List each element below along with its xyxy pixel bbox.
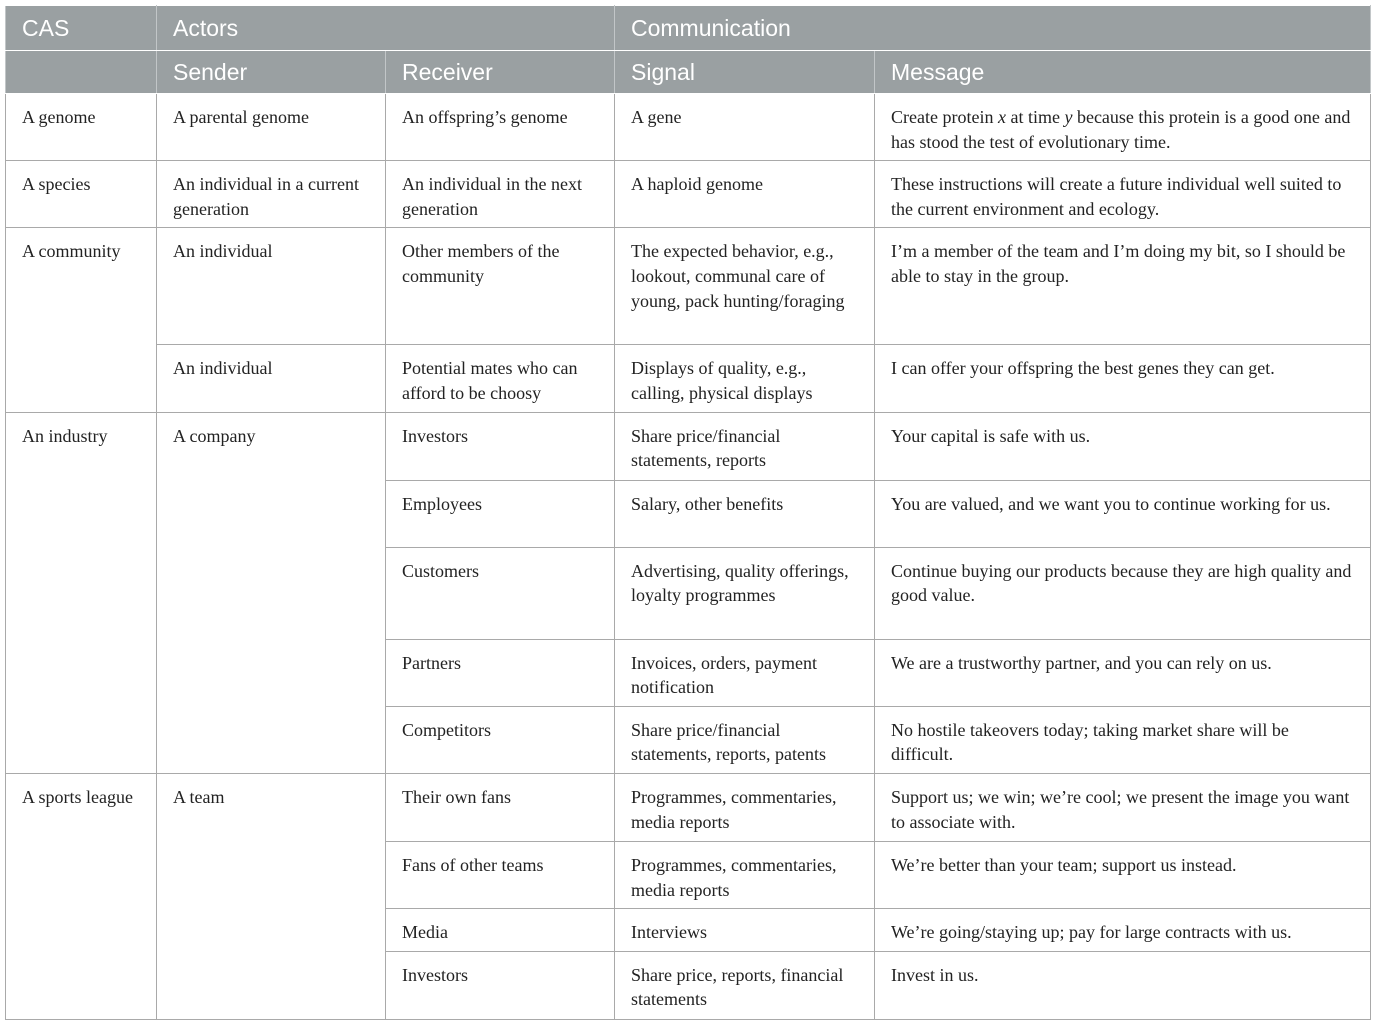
cell-sender: An individual xyxy=(157,228,386,345)
cell-signal: Advertising, quality offerings, loyalty programmes xyxy=(615,547,875,639)
cell-message: We’re better than your team; support us instead. xyxy=(875,841,1371,908)
table-row xyxy=(6,94,1371,161)
cell-message: These instructions will create a future individual well suited to the current environment and ecology. xyxy=(875,161,1371,228)
cell-cas: A community xyxy=(6,228,157,412)
header-receiver: Receiver xyxy=(386,51,615,94)
cell-message: We’re going/staying up; pay for large contracts with us. xyxy=(875,909,1371,952)
cell-message: Support us; we win; we’re cool; we present the image you want to associate with. xyxy=(875,773,1371,841)
header-row-groups xyxy=(6,6,1371,51)
header-cas: CAS xyxy=(6,6,157,51)
cell-signal: Programmes, commentaries, media reports xyxy=(615,841,875,908)
cell-message: We are a trustworthy partner, and you can rely on us. xyxy=(875,639,1371,706)
message-text: at time xyxy=(1005,107,1065,127)
header-communication: Communication xyxy=(615,6,1371,51)
cell-cas: An industry xyxy=(6,412,157,773)
cas-communication-table xyxy=(5,5,1371,1020)
header-actors: Actors xyxy=(157,6,615,51)
cell-receiver: An individual in the next generation xyxy=(386,161,615,228)
header-message: Message xyxy=(875,51,1371,94)
cell-signal: A gene xyxy=(615,94,875,161)
cell-signal: A haploid genome xyxy=(615,161,875,228)
cell-signal: Displays of quality, e.g., calling, physical displays xyxy=(615,345,875,412)
cell-receiver: Potential mates who can afford to be choosy xyxy=(386,345,615,412)
table-row xyxy=(6,228,1371,345)
header-row-columns xyxy=(6,51,1371,94)
table-header xyxy=(6,6,1371,94)
cell-cas: A genome xyxy=(6,94,157,161)
cell-receiver: Customers xyxy=(386,547,615,639)
table-row xyxy=(6,412,1371,480)
cell-signal: Invoices, orders, payment notification xyxy=(615,639,875,706)
cell-receiver: Partners xyxy=(386,639,615,706)
cell-sender: A company xyxy=(157,412,386,773)
header-empty xyxy=(6,51,157,94)
message-variable-x: x xyxy=(997,107,1006,127)
table-body xyxy=(6,94,1371,1020)
cell-signal: Share price/financial statements, reports xyxy=(615,412,875,480)
table-row xyxy=(6,161,1371,228)
cell-sender: A parental genome xyxy=(157,94,386,161)
message-text: because this protein is a good one and has stood the test of evolutionary time. xyxy=(891,107,1351,152)
cell-receiver: Competitors xyxy=(386,706,615,773)
cell-message: Your capital is safe with us. xyxy=(875,412,1371,480)
cell-message: You are valued, and we want you to continue working for us. xyxy=(875,480,1371,547)
cell-message: I can offer your offspring the best genes they can get. xyxy=(875,345,1371,412)
cell-receiver: An offspring’s genome xyxy=(386,94,615,161)
cell-message: Invest in us. xyxy=(875,951,1371,1019)
cell-cas: A sports league xyxy=(6,773,157,1019)
cell-sender: An individual in a current generation xyxy=(157,161,386,228)
cell-receiver: Fans of other teams xyxy=(386,841,615,908)
cell-signal: Interviews xyxy=(615,909,875,952)
cell-cas: A species xyxy=(6,161,157,228)
message-variable-y: y xyxy=(1064,107,1073,127)
cell-message: Continue buying our products because they are high quality and good value. xyxy=(875,547,1371,639)
header-sender: Sender xyxy=(157,51,386,94)
table-row xyxy=(6,345,1371,412)
table-row xyxy=(6,773,1371,841)
cell-sender: A team xyxy=(157,773,386,1019)
cell-receiver: Investors xyxy=(386,412,615,480)
cell-message: I’m a member of the team and I’m doing my bit, so I should be able to stay in the group. xyxy=(875,228,1371,345)
cell-receiver: Their own fans xyxy=(386,773,615,841)
cell-receiver: Media xyxy=(386,909,615,952)
cell-signal: Salary, other benefits xyxy=(615,480,875,547)
cell-signal: Share price/financial statements, reports, patents xyxy=(615,706,875,773)
cell-receiver: Employees xyxy=(386,480,615,547)
message-text: Create protein xyxy=(891,107,998,127)
cell-signal: The expected behavior, e.g., lookout, communal care of young, pack hunting/foraging xyxy=(615,228,875,345)
cell-message: No hostile takeovers today; taking market share will be difficult. xyxy=(875,706,1371,773)
cell-sender: An individual xyxy=(157,345,386,412)
cell-message xyxy=(875,94,1371,161)
header-signal: Signal xyxy=(615,51,875,94)
cell-signal: Programmes, commentaries, media reports xyxy=(615,773,875,841)
cell-receiver: Investors xyxy=(386,951,615,1019)
cell-receiver: Other members of the community xyxy=(386,228,615,345)
cell-signal: Share price, reports, financial statements xyxy=(615,951,875,1019)
